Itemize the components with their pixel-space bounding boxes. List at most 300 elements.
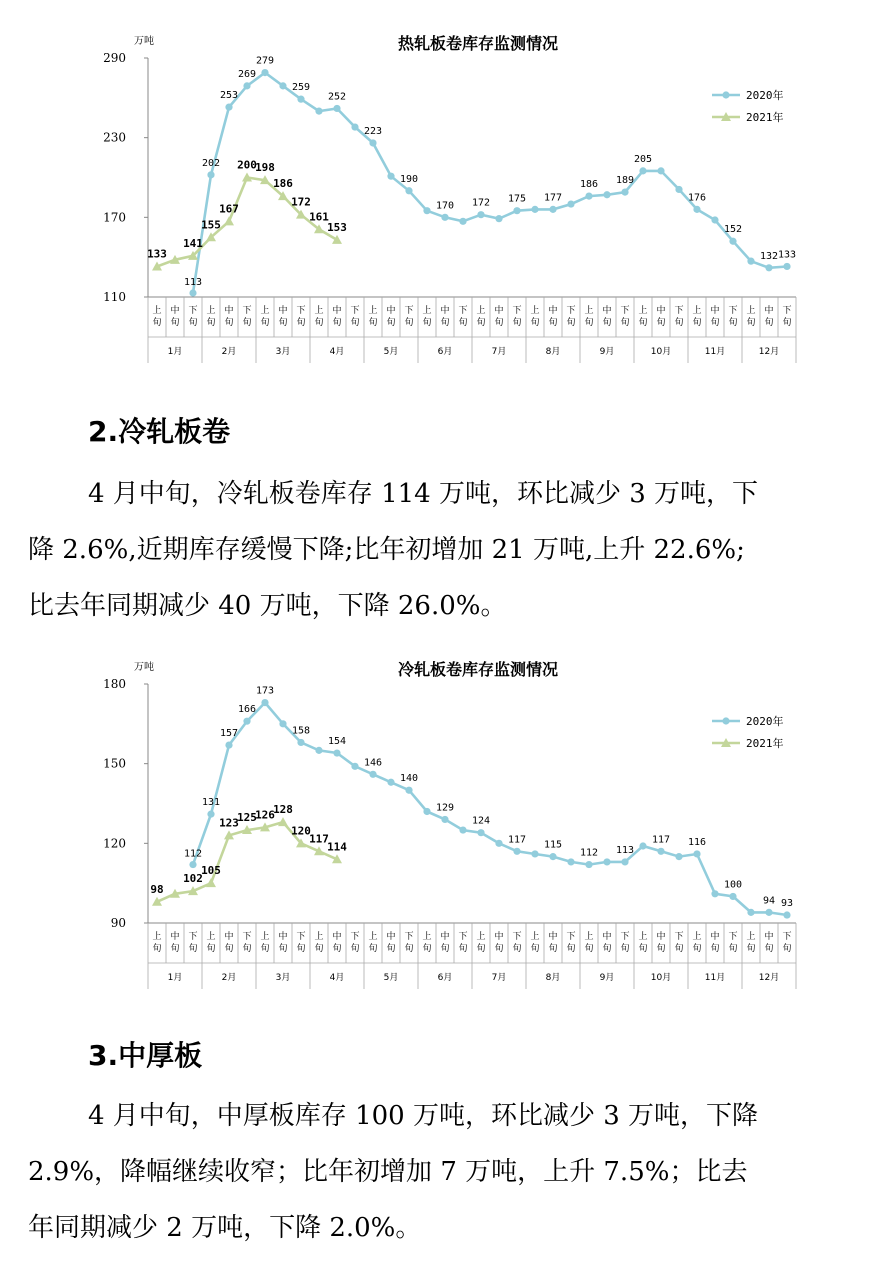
data-point-2020 [423,207,430,214]
data-label-2021年: 161 [309,210,329,224]
cold-rolled-inventory-chart [0,648,891,993]
data-point-2020 [621,189,628,196]
x-month-label: 4月 [329,973,345,983]
data-point-2020 [405,187,412,194]
x-sub-label-bottom: 旬 [314,944,324,954]
x-month-label: 11月 [704,973,726,983]
data-label-2020年: 176 [687,192,707,204]
data-point-2020 [675,186,682,193]
x-sub-label-top: 中 [170,932,180,942]
data-label-2020年: 152 [723,224,743,236]
x-sub-label-bottom: 旬 [152,318,162,328]
data-label-2020年: 129 [435,802,455,814]
data-point-2021 [206,878,216,887]
x-sub-label-top: 中 [278,306,288,316]
x-sub-label-top: 上 [692,306,702,316]
x-sub-label-bottom: 旬 [674,944,684,954]
x-month-label: 2月 [221,973,237,983]
data-point-2020 [729,238,736,245]
x-sub-label-top: 中 [386,932,396,942]
x-month-label: 12月 [758,973,780,983]
x-month-label: 1月 [167,973,183,983]
data-point-2020 [459,218,466,225]
data-label-2020年: 115 [543,839,563,851]
data-label-2020年: 146 [363,757,383,769]
data-point-2020 [621,858,628,865]
x-sub-label-bottom: 旬 [602,944,612,954]
data-label-2020年: 223 [363,125,383,137]
data-point-2020 [423,808,430,815]
data-label-2020年: 124 [471,815,491,827]
data-point-2020 [603,191,610,198]
x-sub-label-bottom: 旬 [764,318,774,328]
data-label-2020年: 133 [777,249,797,261]
x-sub-label-top: 中 [710,306,720,316]
x-month-label: 10月 [650,347,672,357]
x-sub-label-top: 下 [728,932,738,942]
legend-label: 2020年 [746,89,784,102]
data-point-2020 [657,848,664,855]
x-sub-label-bottom: 旬 [188,318,198,328]
x-sub-label-bottom: 旬 [350,944,360,954]
x-sub-label-bottom: 旬 [422,944,432,954]
x-sub-label-top: 下 [674,932,684,942]
x-sub-label-bottom: 旬 [188,944,198,954]
data-label-2020年: 117 [507,834,527,846]
x-month-label: 8月 [545,973,561,983]
x-sub-label-top: 中 [656,306,666,316]
data-label-2020年: 131 [201,797,221,809]
chart-title: 热轧板卷库存监测情况 [397,34,559,53]
x-sub-label-bottom: 旬 [242,318,252,328]
data-label-2021年: 167 [219,202,239,216]
x-sub-label-bottom: 旬 [278,944,288,954]
data-point-2020 [279,82,286,89]
x-sub-label-top: 下 [566,932,576,942]
data-point-2020 [693,850,700,857]
data-point-2020 [189,861,196,868]
data-point-2020 [477,829,484,836]
x-sub-label-bottom: 旬 [710,944,720,954]
x-sub-label-top: 下 [512,932,522,942]
x-sub-label-bottom: 旬 [242,944,252,954]
x-month-label: 1月 [167,347,183,357]
data-point-2020 [369,771,376,778]
x-sub-label-bottom: 旬 [620,318,630,328]
x-sub-label-top: 上 [530,932,540,942]
data-label-2020年: 94 [762,895,776,907]
x-sub-label-top: 上 [260,306,270,316]
legend-marker [722,91,729,98]
x-sub-label-bottom: 旬 [440,318,450,328]
data-point-2020 [333,105,340,112]
data-label-2020年: 177 [543,192,563,204]
x-sub-label-top: 上 [152,306,162,316]
data-point-2020 [765,264,772,271]
x-sub-label-top: 上 [584,306,594,316]
data-point-2021 [278,817,288,826]
x-sub-label-top: 中 [386,306,396,316]
data-point-2020 [531,850,538,857]
data-label-2020年: 259 [291,82,311,94]
x-month-label: 2月 [221,347,237,357]
x-sub-label-bottom: 旬 [656,318,666,328]
data-label-2020年: 205 [633,153,653,165]
paragraph-line: 4 月中旬，冷轧板卷库存 114 万吨，环比减少 3 万吨，下 [88,479,759,509]
x-sub-label-bottom: 旬 [638,944,648,954]
x-month-label: 3月 [275,973,291,983]
x-sub-label-top: 上 [260,932,270,942]
data-point-2020 [441,816,448,823]
x-sub-label-top: 中 [440,932,450,942]
data-point-2020 [567,200,574,207]
data-label-2021年: 172 [291,195,311,209]
data-label-2020年: 175 [507,193,527,205]
data-point-2020 [639,167,646,174]
data-label-2021年: 186 [273,177,293,191]
data-point-2020 [513,207,520,214]
x-sub-label-bottom: 旬 [224,944,234,954]
x-sub-label-bottom: 旬 [620,944,630,954]
data-label-2021年: 120 [291,824,311,838]
x-sub-label-top: 下 [188,932,198,942]
data-label-2021年: 200 [237,158,257,172]
x-sub-label-top: 上 [530,306,540,316]
x-sub-label-bottom: 旬 [566,944,576,954]
x-sub-label-bottom: 旬 [170,944,180,954]
x-sub-label-bottom: 旬 [260,944,270,954]
x-sub-label-bottom: 旬 [368,944,378,954]
data-point-2020 [315,747,322,754]
x-sub-label-top: 中 [602,306,612,316]
x-sub-label-top: 中 [332,306,342,316]
data-label-2020年: 132 [759,250,779,262]
y-tick-label: 150 [103,756,126,771]
x-sub-label-top: 下 [458,306,468,316]
x-sub-label-top: 上 [692,932,702,942]
y-axis-unit-label: 万吨 [134,36,154,47]
data-point-2020 [639,842,646,849]
data-point-2020 [549,853,556,860]
data-point-2020 [711,890,718,897]
data-point-2020 [675,853,682,860]
data-label-2021年: 114 [327,840,347,854]
x-sub-label-bottom: 旬 [278,318,288,328]
paragraph-line: 降 2.6%,近期库存缓慢下降;比年初增加 21 万吨,上升 22.6%; [28,535,745,565]
y-tick-label: 230 [103,130,126,145]
x-sub-label-top: 下 [296,306,306,316]
x-sub-label-top: 中 [764,306,774,316]
data-label-2020年: 189 [615,175,635,187]
x-sub-label-top: 下 [404,932,414,942]
x-sub-label-bottom: 旬 [350,318,360,328]
data-label-2021年: 126 [255,808,275,822]
x-sub-label-bottom: 旬 [638,318,648,328]
x-sub-label-bottom: 旬 [458,318,468,328]
legend-label: 2021年 [746,111,784,124]
x-sub-label-bottom: 旬 [584,944,594,954]
data-point-2020 [315,108,322,115]
x-sub-label-top: 上 [638,306,648,316]
x-sub-label-bottom: 旬 [224,318,234,328]
data-point-2020 [531,206,538,213]
x-sub-label-bottom: 旬 [566,318,576,328]
x-sub-label-top: 上 [476,932,486,942]
data-label-2020年: 170 [435,200,455,212]
section-heading-cold-rolled: 2.冷轧板卷 [88,415,231,448]
data-point-2020 [387,779,394,786]
data-label-2021年: 125 [237,811,257,825]
data-point-2020 [225,104,232,111]
x-sub-label-top: 中 [710,932,720,942]
data-point-2020 [747,258,754,265]
x-sub-label-top: 下 [620,306,630,316]
x-sub-label-top: 下 [566,306,576,316]
x-sub-label-bottom: 旬 [332,944,342,954]
x-sub-label-top: 中 [278,932,288,942]
x-sub-label-top: 下 [728,306,738,316]
data-point-2020 [657,167,664,174]
x-sub-label-bottom: 旬 [746,318,756,328]
x-sub-label-top: 下 [782,306,792,316]
data-point-2020 [243,718,250,725]
x-sub-label-bottom: 旬 [170,318,180,328]
data-point-2020 [495,215,502,222]
data-label-2020年: 112 [579,847,599,859]
x-sub-label-top: 下 [458,932,468,942]
data-label-2020年: 173 [255,685,275,697]
data-label-2021年: 102 [183,872,203,886]
x-sub-label-top: 中 [494,306,504,316]
x-sub-label-top: 上 [368,306,378,316]
paragraph-line: 年同期减少 2 万吨，下降 2.0%。 [28,1213,422,1243]
data-label-2020年: 93 [780,898,794,910]
legend-label: 2020年 [746,715,784,728]
data-label-2020年: 113 [183,277,203,289]
data-label-2020年: 279 [255,55,275,67]
data-label-2020年: 117 [651,834,671,846]
data-point-2020 [369,139,376,146]
data-label-2020年: 269 [237,68,257,80]
x-sub-label-bottom: 旬 [728,944,738,954]
data-point-2020 [513,848,520,855]
data-label-2021年: 153 [327,220,347,234]
paragraph-line: 4 月中旬，中厚板库存 100 万吨，环比减少 3 万吨，下降 [88,1101,759,1131]
data-label-2021年: 128 [273,803,293,817]
x-sub-label-top: 上 [206,306,216,316]
data-point-2020 [603,858,610,865]
y-tick-label: 110 [103,290,126,304]
x-sub-label-top: 上 [746,306,756,316]
x-sub-label-bottom: 旬 [422,318,432,328]
y-tick-label: 90 [110,916,126,930]
data-point-2020 [783,911,790,918]
paragraph-line: 比去年同期减少 40 万吨，下降 26.0%。 [28,591,507,621]
data-label-2021年: 133 [147,247,167,261]
x-sub-label-bottom: 旬 [296,318,306,328]
x-sub-label-bottom: 旬 [296,944,306,954]
paragraph-plate [28,1088,868,1256]
y-axis-unit-label: 万吨 [134,662,154,673]
x-sub-label-top: 上 [746,932,756,942]
x-month-label: 5月 [383,973,399,983]
x-sub-label-bottom: 旬 [206,944,216,954]
data-label-2020年: 172 [471,197,491,209]
data-point-2020 [765,909,772,916]
x-sub-label-top: 中 [764,932,774,942]
x-sub-label-bottom: 旬 [512,318,522,328]
x-sub-label-top: 上 [368,932,378,942]
x-sub-label-bottom: 旬 [512,944,522,954]
x-sub-label-bottom: 旬 [332,318,342,328]
data-point-2020 [495,840,502,847]
x-sub-label-top: 中 [548,306,558,316]
x-sub-label-top: 下 [350,306,360,316]
data-point-2020 [351,123,358,130]
x-sub-label-top: 中 [224,932,234,942]
x-sub-label-top: 中 [332,932,342,942]
x-month-label: 7月 [491,347,507,357]
x-month-label: 11月 [704,347,726,357]
x-sub-label-bottom: 旬 [476,318,486,328]
x-sub-label-bottom: 旬 [782,944,792,954]
x-sub-label-top: 下 [242,932,252,942]
x-sub-label-bottom: 旬 [458,944,468,954]
x-sub-label-top: 中 [494,932,504,942]
x-month-label: 7月 [491,973,507,983]
legend-label: 2021年 [746,737,784,750]
x-sub-label-bottom: 旬 [728,318,738,328]
x-sub-label-bottom: 旬 [386,944,396,954]
x-sub-label-bottom: 旬 [710,318,720,328]
data-label-2021年: 98 [150,882,164,896]
data-label-2020年: 253 [219,90,239,102]
y-tick-label: 290 [103,51,126,65]
x-sub-label-top: 下 [350,932,360,942]
data-point-2021 [224,216,234,225]
data-point-2021 [332,235,342,244]
data-point-2020 [459,826,466,833]
x-sub-label-top: 上 [206,932,216,942]
data-label-2020年: 186 [579,179,599,191]
x-month-label: 9月 [599,973,615,983]
data-point-2020 [729,893,736,900]
x-sub-label-bottom: 旬 [314,318,324,328]
x-sub-label-top: 上 [422,932,432,942]
x-sub-label-top: 中 [548,932,558,942]
data-label-2020年: 190 [399,173,419,185]
x-sub-label-bottom: 旬 [674,318,684,328]
x-sub-label-bottom: 旬 [548,318,558,328]
x-sub-label-top: 中 [602,932,612,942]
data-label-2020年: 100 [723,879,743,891]
data-point-2020 [261,699,268,706]
x-sub-label-top: 上 [314,306,324,316]
x-sub-label-bottom: 旬 [404,318,414,328]
data-label-2021年: 141 [183,236,203,250]
x-sub-label-bottom: 旬 [476,944,486,954]
data-point-2020 [693,206,700,213]
x-sub-label-bottom: 旬 [206,318,216,328]
x-sub-label-top: 下 [242,306,252,316]
x-sub-label-bottom: 旬 [692,318,702,328]
data-label-2020年: 112 [183,848,203,860]
data-point-2020 [351,763,358,770]
data-point-2020 [333,749,340,756]
x-sub-label-top: 上 [422,306,432,316]
x-month-label: 8月 [545,347,561,357]
data-point-2020 [747,909,754,916]
paragraph-line: 2.9%，降幅继续收窄；比年初增加 7 万吨，上升 7.5%；比去 [28,1157,748,1187]
data-point-2020 [297,739,304,746]
data-point-2020 [279,720,286,727]
x-sub-label-top: 下 [782,932,792,942]
y-tick-label: 180 [103,677,126,691]
x-sub-label-top: 上 [638,932,648,942]
data-point-2020 [477,211,484,218]
x-sub-label-top: 中 [440,306,450,316]
y-tick-label: 170 [103,210,126,225]
data-label-2020年: 166 [237,704,257,716]
data-point-2020 [585,192,592,199]
data-point-2020 [567,858,574,865]
data-label-2020年: 140 [399,773,419,785]
data-label-2021年: 198 [255,161,275,175]
data-label-2020年: 154 [327,736,347,748]
x-sub-label-top: 上 [476,306,486,316]
x-month-label: 5月 [383,347,399,357]
x-sub-label-top: 下 [188,306,198,316]
x-sub-label-bottom: 旬 [584,318,594,328]
x-month-label: 4月 [329,347,345,357]
x-sub-label-bottom: 旬 [548,944,558,954]
x-month-label: 10月 [650,973,672,983]
data-point-2020 [207,811,214,818]
paragraph-cold-rolled [28,466,868,634]
x-sub-label-top: 下 [620,932,630,942]
data-label-2021年: 155 [201,218,221,232]
x-sub-label-bottom: 旬 [152,944,162,954]
data-point-2020 [243,82,250,89]
section-heading-plate: 3.中厚板 [88,1039,203,1072]
x-month-label: 3月 [275,347,291,357]
x-sub-label-top: 上 [584,932,594,942]
x-sub-label-bottom: 旬 [530,944,540,954]
x-sub-label-bottom: 旬 [530,318,540,328]
data-label-2020年: 113 [615,844,635,856]
x-month-label: 6月 [437,347,453,357]
data-point-2020 [783,263,790,270]
data-point-2020 [189,289,196,296]
data-point-2020 [225,741,232,748]
data-label-2020年: 157 [219,728,239,740]
data-point-2020 [261,69,268,76]
x-sub-label-bottom: 旬 [260,318,270,328]
x-sub-label-bottom: 旬 [440,944,450,954]
x-sub-label-top: 下 [404,306,414,316]
x-sub-label-top: 中 [170,306,180,316]
data-point-2020 [711,216,718,223]
data-point-2020 [387,173,394,180]
x-sub-label-bottom: 旬 [494,318,504,328]
x-sub-label-top: 中 [224,306,234,316]
x-sub-label-bottom: 旬 [494,944,504,954]
data-label-2020年: 202 [201,157,221,169]
data-point-2020 [549,206,556,213]
y-tick-label: 120 [103,836,126,851]
x-sub-label-top: 下 [296,932,306,942]
data-label-2020年: 116 [687,836,707,848]
